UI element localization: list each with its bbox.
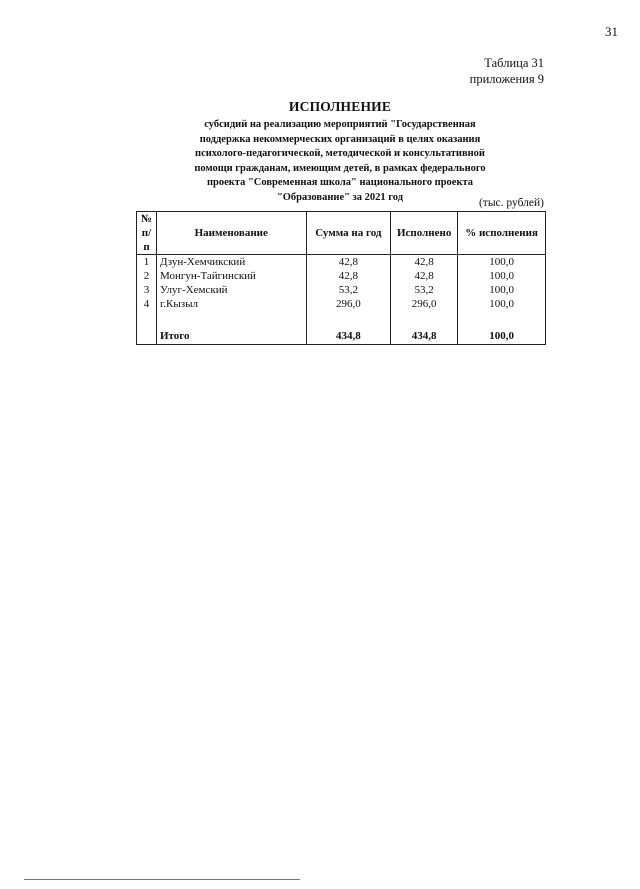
document-subtitle: [170, 118, 510, 205]
subtitle-line: поддержка некоммерческих организаций в целях оказания: [199, 133, 481, 145]
row-name: г.Кызыл: [156, 297, 306, 311]
header-sum: Сумма на год: [306, 212, 391, 255]
header-name: Наименование: [156, 212, 306, 255]
total-label: Итого: [156, 327, 306, 345]
table-row: [137, 269, 546, 283]
appendix-annex-label: приложения 9: [469, 72, 544, 86]
row-number: 3: [137, 283, 157, 297]
appendix-reference: [470, 55, 544, 87]
row-done: 53,2: [391, 283, 458, 297]
row-sum: 42,8: [306, 269, 391, 283]
units-label: (тыс. рублей): [478, 197, 544, 209]
subtitle-line: субсидий на реализацию мероприятий "Государственная: [204, 119, 476, 130]
spacer-cell: [458, 311, 546, 327]
header-done: Исполнено: [391, 212, 458, 255]
table-spacer-row: [137, 311, 546, 327]
table-row: [137, 297, 546, 311]
spacer-cell: [391, 311, 458, 327]
total-done: 434,8: [391, 327, 458, 345]
footer-divider: [24, 879, 300, 880]
row-percent: 100,0: [458, 255, 546, 270]
subtitle-line: "Образование" за 2021 год: [276, 191, 404, 203]
row-number: 2: [137, 269, 157, 283]
execution-table: [136, 211, 546, 345]
total-number-cell: [137, 327, 157, 345]
row-done: 296,0: [391, 297, 458, 311]
row-sum: 42,8: [306, 255, 391, 270]
row-name: Дзун-Хемчикский: [156, 255, 306, 270]
appendix-table-label: Таблица 31: [484, 56, 544, 70]
total-sum: 434,8: [306, 327, 391, 345]
row-sum: 53,2: [306, 283, 391, 297]
header-number-line2: п/п: [141, 227, 152, 253]
row-done: 42,8: [391, 255, 458, 270]
subtitle-line: психолого-педагогической, методической и консультативной: [195, 148, 485, 159]
page-number: 31: [605, 24, 618, 39]
spacer-cell: [306, 311, 391, 327]
row-sum: 296,0: [306, 297, 391, 311]
spacer-cell: [156, 311, 306, 327]
header-percent: % исполнения: [458, 212, 546, 255]
row-number: 4: [137, 297, 157, 311]
header-number: [137, 212, 157, 255]
row-percent: 100,0: [458, 269, 546, 283]
document-title: ИСПОЛНЕНИЕ: [288, 99, 392, 114]
table-total-row: [137, 327, 546, 345]
header-number-line1: №: [140, 213, 153, 225]
row-percent: 100,0: [458, 297, 546, 311]
row-done: 42,8: [391, 269, 458, 283]
document-heading: [170, 99, 510, 205]
total-percent: 100,0: [458, 327, 546, 345]
subtitle-line: помощи гражданам, имеющим детей, в рамках федерального: [194, 162, 486, 174]
row-number: 1: [137, 255, 157, 270]
table-row: [137, 255, 546, 270]
spacer-cell: [137, 311, 157, 327]
table-row: [137, 283, 546, 297]
row-percent: 100,0: [458, 283, 546, 297]
subtitle-line: проекта "Современная школа" национального проекта: [206, 177, 474, 188]
row-name: Улуг-Хемский: [156, 283, 306, 297]
table-header-row: [137, 212, 546, 255]
row-name: Монгун-Тайгинский: [156, 269, 306, 283]
